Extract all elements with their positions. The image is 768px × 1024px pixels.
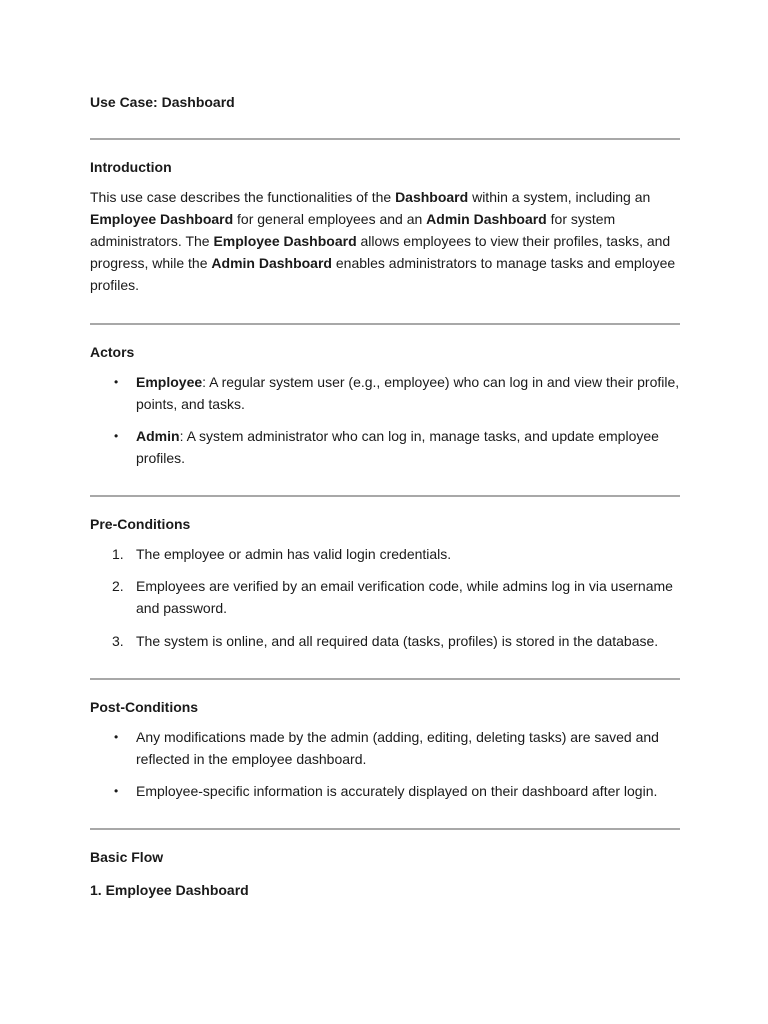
intro-bold-employee-dashboard-2: Employee Dashboard [213,233,357,249]
precondition-text: Employees are verified by an email verification code, while admins log in via username and password. [136,578,673,616]
intro-text-3: for general employees and an [233,211,427,227]
bullet-icon: • [114,375,119,389]
document-content [90,93,680,899]
intro-text-4: for system administrators. The [90,211,616,249]
list-item [90,726,680,770]
section-divider [90,678,680,680]
list-item [90,575,680,619]
preconditions-heading: Pre-Conditions [90,516,191,532]
list-number: 1. [112,546,124,562]
precondition-text: The employee or admin has valid login credentials. [136,546,452,562]
section-divider [90,828,680,830]
intro-bold-admin-dashboard-2: Admin Dashboard [211,255,332,271]
list-item [90,425,680,469]
actors-heading: Actors [90,344,135,360]
section-divider [90,323,680,325]
intro-bold-admin-dashboard: Admin Dashboard [426,211,547,227]
document-title: Use Case: Dashboard [90,94,235,110]
intro-bold-employee-dashboard: Employee Dashboard [90,211,234,227]
actor-description: : A system administrator who can log in, manage tasks, and update employee profiles. [136,428,659,466]
list-item [90,543,680,565]
introduction-heading: Introduction [90,159,172,175]
postconditions-list [90,726,680,802]
intro-text-6: enables administrators to manage tasks and employee profiles. [90,255,676,293]
bullet-icon: • [114,429,119,443]
bullet-icon: • [114,784,119,798]
intro-text-2: within a system, including an [468,189,651,205]
intro-bold-dashboard: Dashboard [395,189,469,205]
actor-name: Employee [136,374,203,390]
section-divider [90,138,680,140]
actor-description: : A regular system user (e.g., employee) who can log in and view their profile, points, and tasks. [136,374,680,412]
list-number: 3. [112,633,124,649]
introduction-paragraph [90,186,680,296]
preconditions-list [90,543,680,652]
list-item [90,780,680,802]
precondition-text: The system is online, and all required data (tasks, profiles) is stored in the database. [136,633,659,649]
section-divider [90,495,680,497]
postconditions-heading: Post-Conditions [90,699,199,715]
actors-list [90,371,680,469]
employee-dashboard-subheading: 1. Employee Dashboard [90,882,249,898]
postcondition-text: Any modifications made by the admin (adding, editing, deleting tasks) are saved and reflected in the employee dashboard. [136,729,659,767]
actor-name: Admin [136,428,180,444]
basic-flow-heading: Basic Flow [90,849,164,865]
postcondition-text: Employee-specific information is accurately displayed on their dashboard after login. [136,783,658,799]
intro-text-1: This use case describes the functionalities of the [90,189,396,205]
list-item [90,630,680,652]
list-number: 2. [112,578,124,594]
bullet-icon: • [114,730,119,744]
list-item [90,371,680,415]
intro-text-5: allows employees to view their profiles, tasks, and progress, while the [90,233,671,271]
